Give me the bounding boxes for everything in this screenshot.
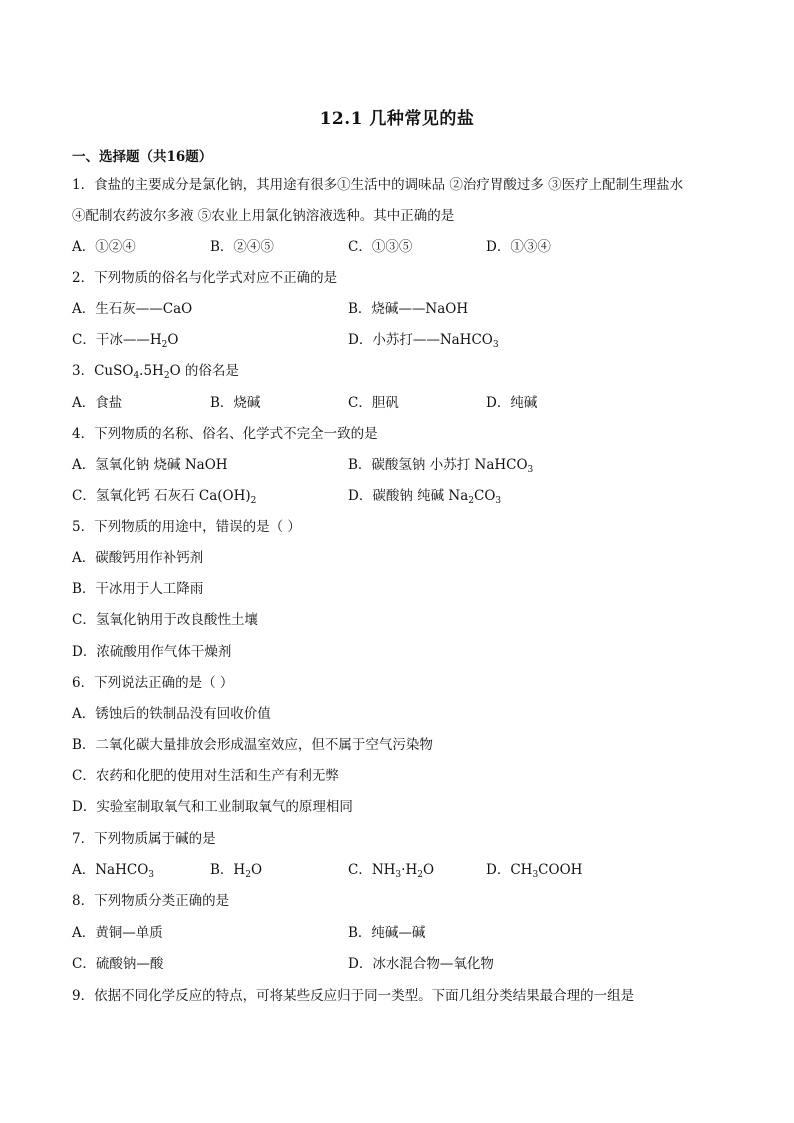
- question-7-option-c: C．$NH_3\cdot H_2O$: [348, 862, 435, 880]
- question-3-stem: 3．$CuSO_4.5H_2O$ 的俗名是: [72, 363, 239, 381]
- question-5-option-c: C．氢氧化钠用于改良酸性土壤: [72, 612, 258, 628]
- question-7-option-a: A．NaHCO$_3$: [72, 862, 155, 880]
- question-8-option-b: B．纯碱—碱: [348, 925, 426, 941]
- question-1-option-c: C．①③⑤: [348, 239, 413, 255]
- question-6-option-d: D．实验室制取氧气和工业制取氧气的原理相同: [72, 799, 353, 815]
- question-6-option-a: A．锈蚀后的铁制品没有回收价值: [72, 706, 271, 722]
- question-3-option-c: C．胆矾: [348, 395, 399, 411]
- question-4-option-c: C．氢氧化钙 石灰石 $Ca(OH)_2$: [72, 488, 257, 506]
- question-4-option-d: D．碳酸钠 纯碱 $Na_2CO_3$: [348, 488, 502, 506]
- question-5-option-b: B．干冰用于人工降雨: [72, 581, 204, 597]
- question-6-stem: 6．下列说法正确的是（ ）: [72, 675, 234, 691]
- question-4-option-a: A．氢氧化钠 烧碱 NaOH: [72, 457, 228, 473]
- question-4-stem: 4．下列物质的名称、俗名、化学式不完全一致的是: [72, 426, 378, 442]
- question-1-stem-line-2: ④配制农药波尔多液 ⑤农业上用氯化钠溶液选种。其中正确的是: [72, 208, 455, 224]
- question-2-stem: 2．下列物质的俗名与化学式对应不正确的是: [72, 270, 338, 286]
- question-5-stem: 5．下列物质的用途中，错误的是（ ）: [72, 519, 301, 535]
- question-8-option-d: D．冰水混合物—氧化物: [348, 956, 494, 972]
- question-4-option-b: B．碳酸氢钠 小苏打 NaHCO$_3$: [348, 457, 534, 475]
- question-7-option-d: D．$CH_3COOH$: [486, 862, 583, 880]
- question-2-option-d: D．小苏打——NaHCO$_3$: [348, 332, 499, 350]
- question-3-option-b: B．烧碱: [210, 395, 261, 411]
- question-9-stem: 9．依据不同化学反应的特点，可将某些反应归于同一类型。下面几组分类结果最合理的一组是: [72, 988, 635, 1004]
- question-3-option-a: A．食盐: [72, 395, 123, 411]
- question-5-option-d: D．浓硫酸用作气体干燥剂: [72, 644, 232, 660]
- question-2-option-c: C．干冰$——H_2O$: [72, 332, 179, 350]
- question-1-stem-line-1: 1．食盐的主要成分是氯化钠，其用途有很多①生活中的调味品 ②治疗胃酸过多 ③医疗上配制生理盐水: [72, 177, 684, 193]
- question-1-option-d: D．①③④: [486, 239, 551, 255]
- question-7-option-b: B．$H_2O$: [210, 862, 263, 880]
- question-1-option-a: A．①②④: [72, 239, 136, 255]
- question-8-option-c: C．硫酸钠—酸: [72, 956, 164, 972]
- question-8-stem: 8．下列物质分类正确的是: [72, 893, 230, 909]
- page-title: 12.1 几种常见的盐: [319, 109, 475, 129]
- question-6-option-b: B．二氧化碳大量排放会形成温室效应，但不属于空气污染物: [72, 737, 433, 753]
- question-2-option-b: B．烧碱——NaOH: [348, 301, 469, 317]
- question-3-option-d: D．纯碱: [486, 395, 538, 411]
- question-2-option-a: A．生石灰——CaO: [72, 301, 193, 317]
- question-6-option-c: C．农药和化肥的使用对生活和生产有利无弊: [72, 768, 339, 784]
- question-1-option-b: B．②④⑤: [210, 239, 274, 255]
- question-7-stem: 7．下列物质属于碱的是: [72, 831, 216, 847]
- question-8-option-a: A．黄铜—单质: [72, 925, 163, 941]
- question-5-option-a: A．碳酸钙用作补钙剂: [72, 550, 204, 566]
- section-heading: 一、选择题（共16题）: [72, 149, 213, 165]
